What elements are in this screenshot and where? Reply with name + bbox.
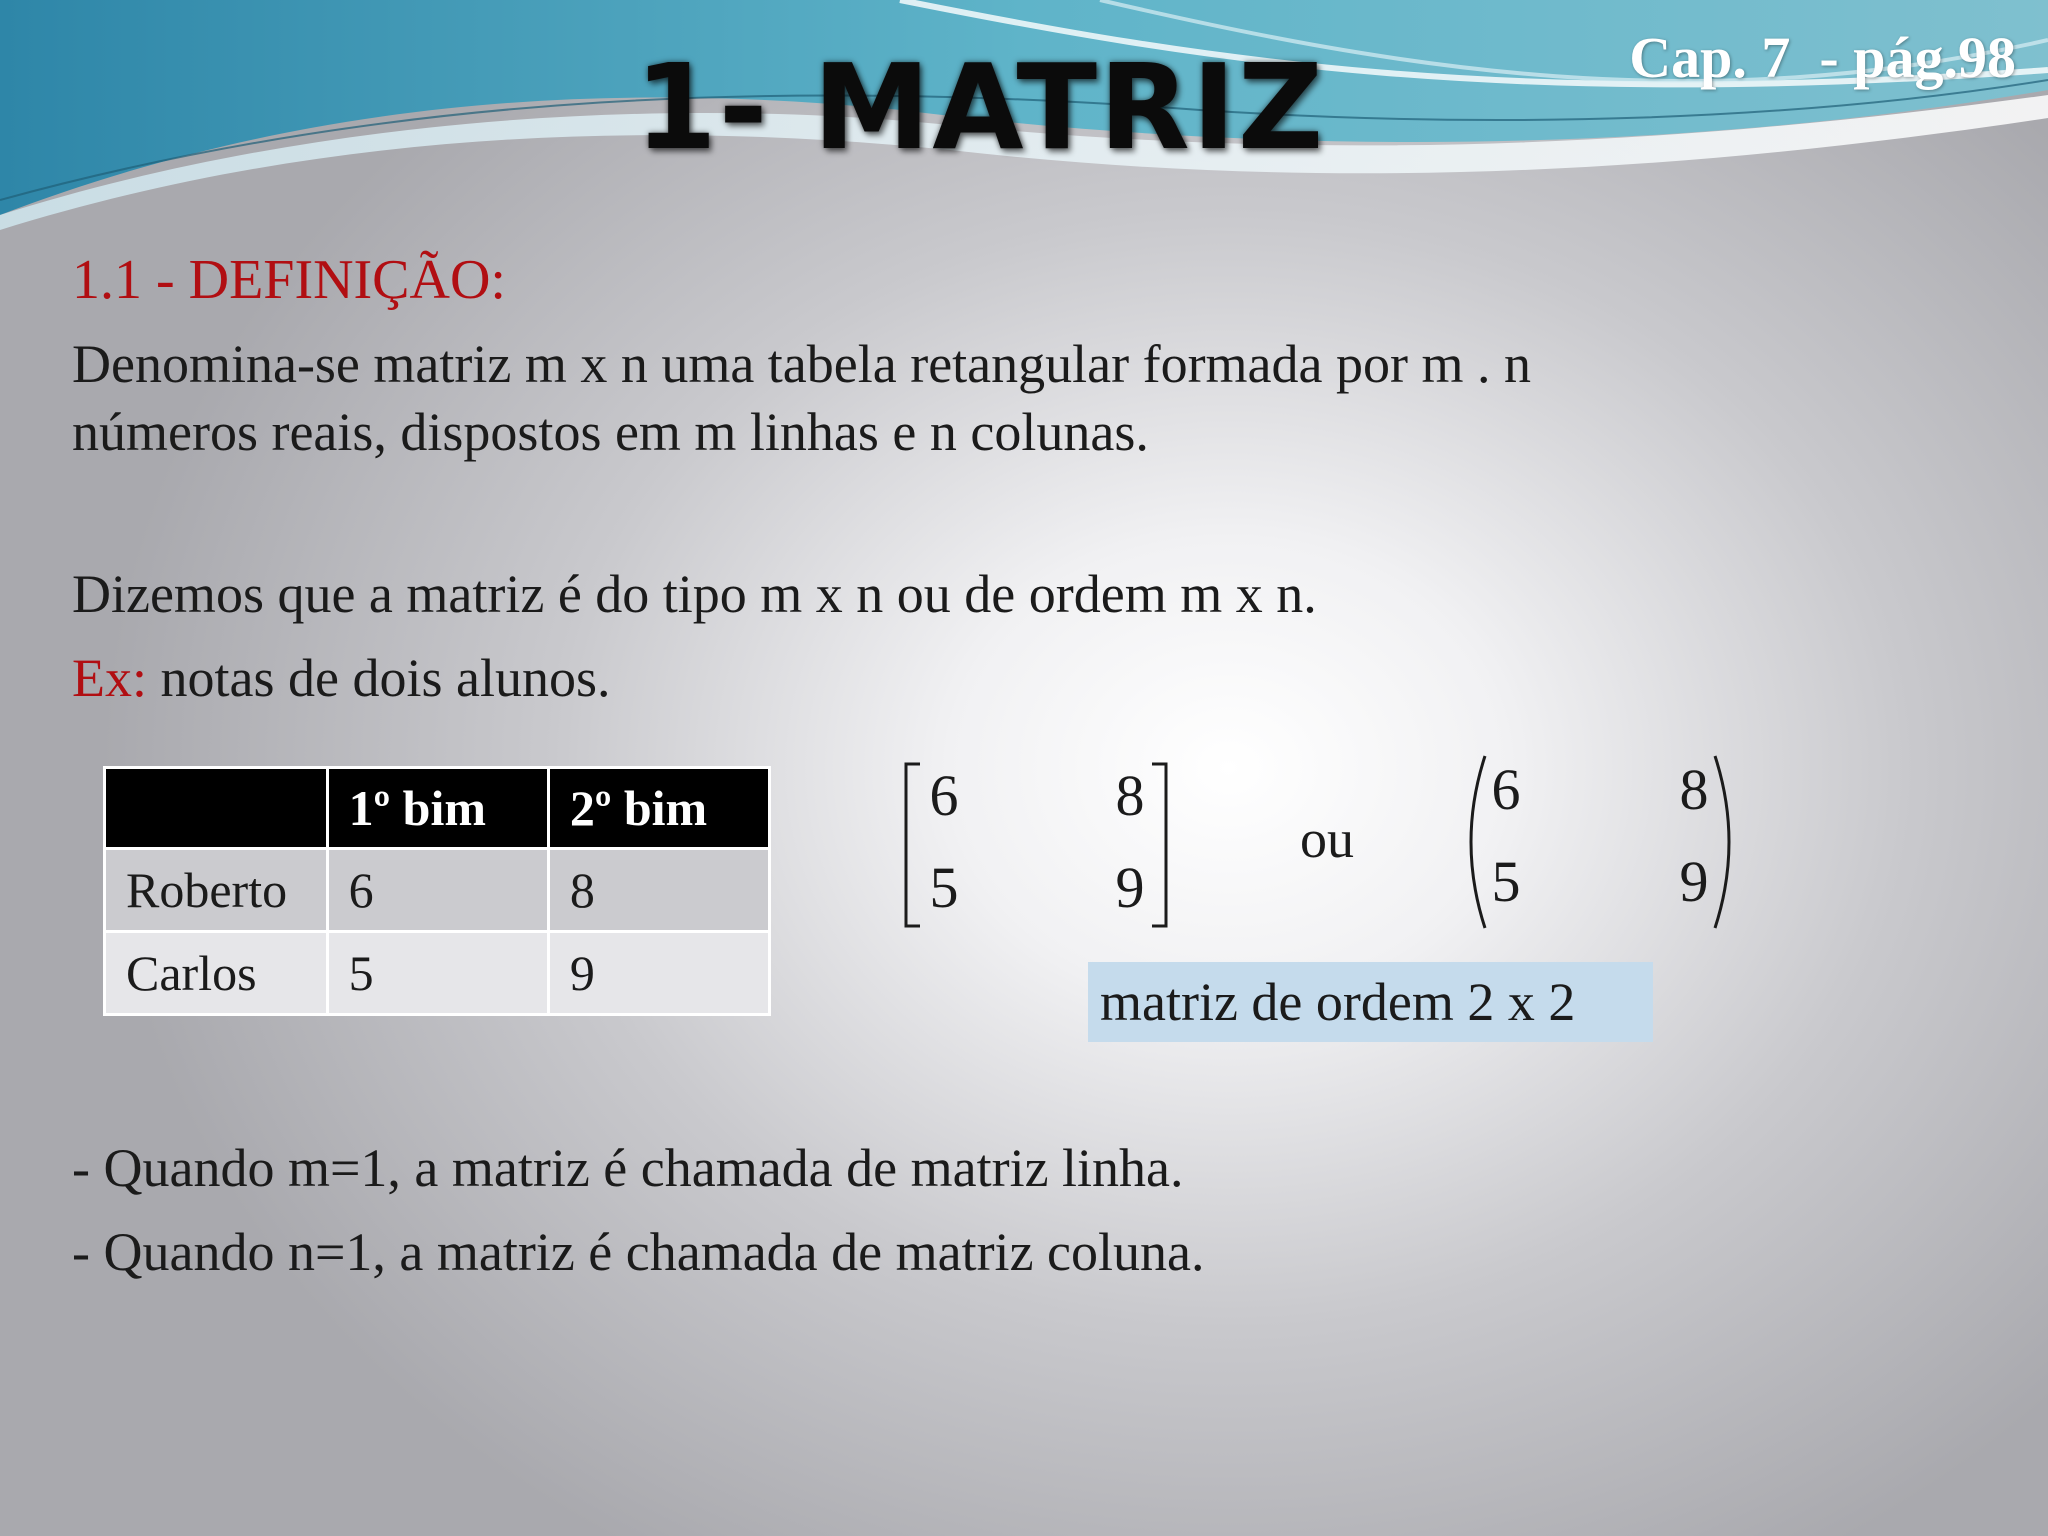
chapter-reference: Cap. 7 - pág.98 [1629, 25, 2016, 90]
table-cell: 9 [548, 932, 769, 1015]
bracket-matrix-cell: 6 [929, 763, 959, 828]
paren-matrix-cell: 6 [1491, 757, 1521, 822]
definition-line-1: Denomina-se matriz m x n uma tabela retangular formada por m . n [72, 334, 1531, 394]
table-cell: Roberto [105, 849, 328, 932]
matrix-order-label: matriz de ordem 2 x 2 [1088, 962, 1653, 1042]
table-cell: 8 [548, 849, 769, 932]
row-matrix-note: - Quando m=1, a matriz é chamada de matriz linha. [72, 1138, 1184, 1198]
or-word: ou [1300, 809, 1354, 869]
slide-title: 1- MATRIZ [634, 38, 1326, 176]
table-cell: 6 [327, 849, 548, 932]
definition-line-2: números reais, dispostos em m linhas e n colunas. [72, 402, 1149, 462]
example-text: notas de dois alunos. [147, 648, 611, 708]
bracket-matrix-cell: 5 [929, 855, 959, 920]
table-row [105, 849, 770, 932]
table-header-cell: 2º bim [548, 768, 769, 849]
bracket-matrix-cell: 8 [1115, 763, 1145, 828]
example-label: Ex: [72, 648, 147, 708]
table-header-cell [105, 768, 328, 849]
paren-matrix-cell: 8 [1679, 757, 1709, 822]
example-line [72, 644, 610, 712]
table-cell: Carlos [105, 932, 328, 1015]
paren-matrix-cell: 9 [1679, 849, 1709, 914]
table-row [105, 932, 770, 1015]
grades-table [103, 766, 771, 1016]
bracket-matrix-cell: 9 [1115, 855, 1145, 920]
table-header-cell: 1º bim [327, 768, 548, 849]
paren-matrix-cell: 5 [1491, 849, 1521, 914]
table-cell: 5 [327, 932, 548, 1015]
column-matrix-note: - Quando n=1, a matriz é chamada de matriz coluna. [72, 1222, 1205, 1282]
table-header-row [105, 768, 770, 849]
section-heading: 1.1 - DEFINIÇÃO: [72, 249, 506, 311]
order-statement: Dizemos que a matriz é do tipo m x n ou de ordem m x n. [72, 564, 1317, 624]
